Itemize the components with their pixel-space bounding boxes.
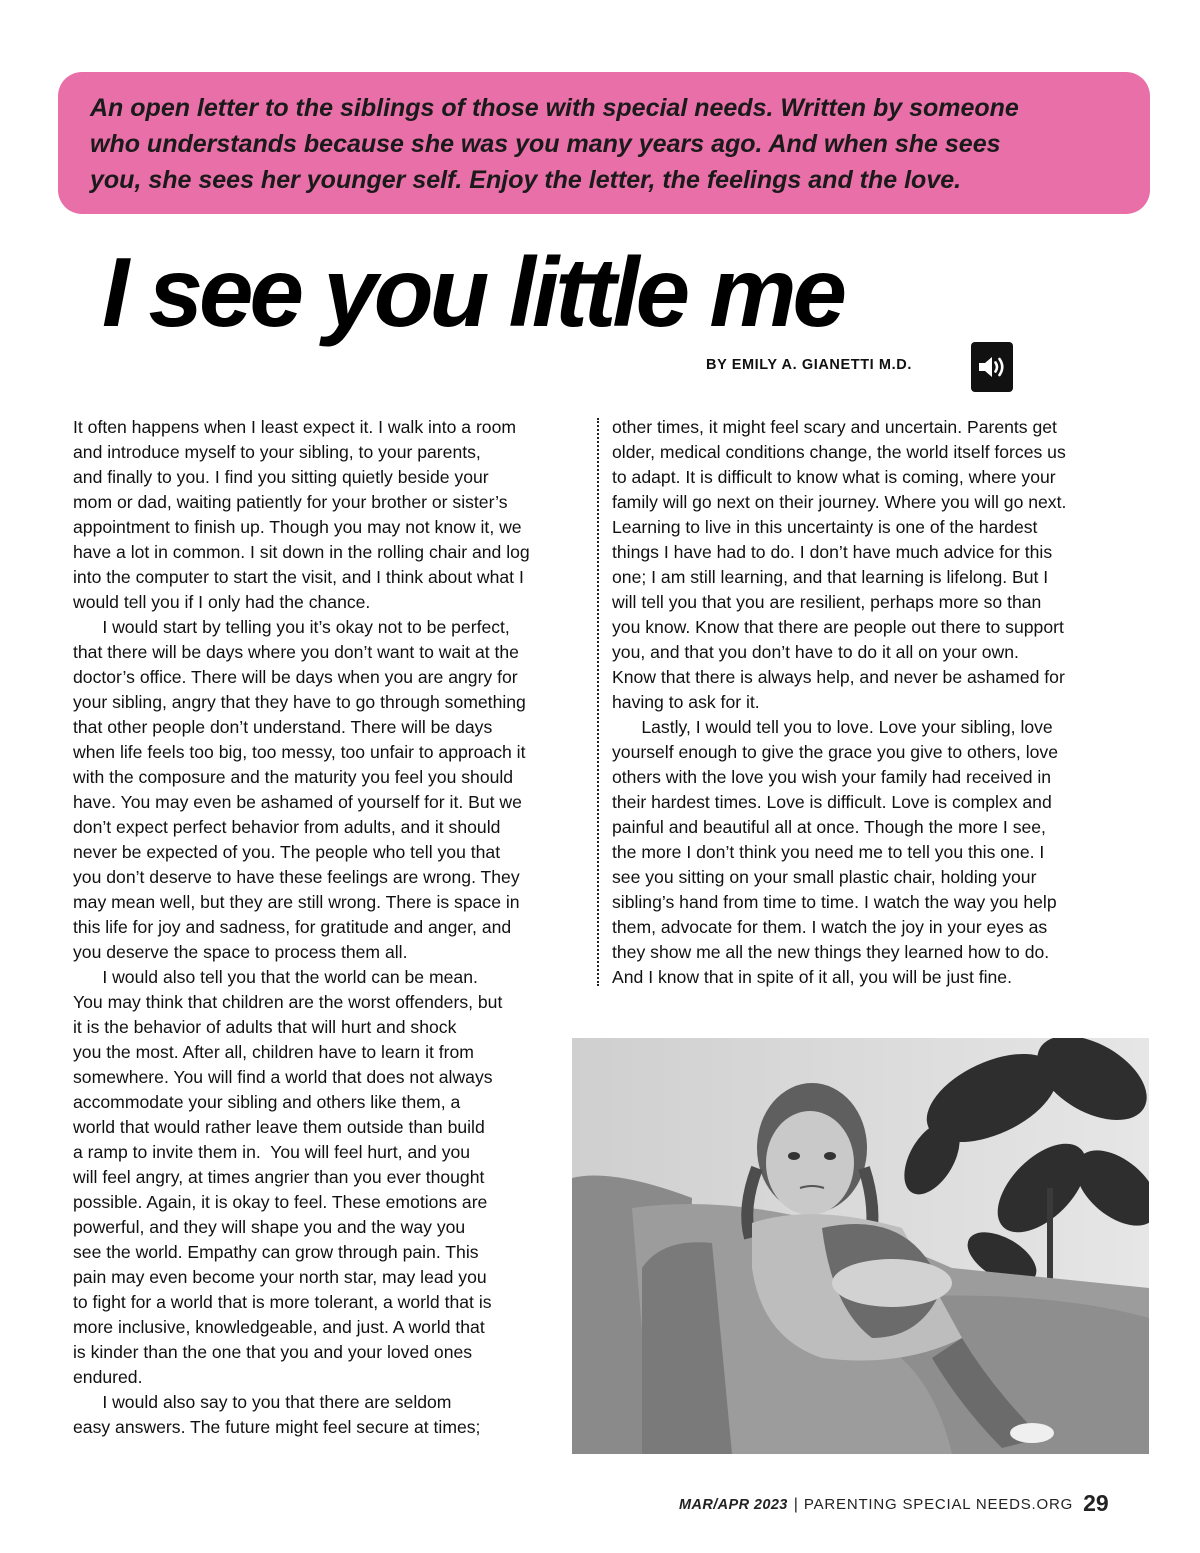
body-text-line: sibling’s hand from time to time. I watch the way you help [612, 892, 1057, 912]
body-text-line: mom or dad, waiting patiently for your brother or sister’s [73, 492, 508, 512]
body-text-line: and finally to you. I find you sitting quietly beside your [73, 467, 489, 487]
body-text-line: older, medical conditions change, the world itself forces us [612, 442, 1066, 462]
intro-callout [58, 72, 1150, 214]
body-text-line: Lastly, I would tell you to love. Love your sibling, love [612, 717, 1053, 737]
body-text-line: you don’t deserve to have these feelings are wrong. They [73, 867, 520, 887]
body-text-line: having to ask for it. [612, 692, 760, 712]
body-text-line: painful and beautiful all at once. Though the more I see, [612, 817, 1046, 837]
body-text-line: the more I don’t think you need me to tell you this one. I [612, 842, 1045, 862]
body-text-line: will feel angry, at times angrier than you ever thought [73, 1167, 485, 1187]
body-text-line: more inclusive, knowledgeable, and just. A world that [73, 1317, 485, 1337]
body-text-line: powerful, and they will shape you and the way you [73, 1217, 466, 1237]
intro-text [90, 90, 1120, 198]
body-text-line: other times, it might feel scary and uncertain. Parents get [612, 417, 1057, 437]
intro-line: you, she sees her younger self. Enjoy the letter, the feelings and the love. [90, 166, 962, 194]
body-text-line: possible. Again, it is okay to feel. These emotions are [73, 1192, 488, 1212]
body-text-line: yourself enough to give the grace you give to others, love [612, 742, 1058, 762]
photo-girl-on-armchair [572, 1038, 1149, 1454]
body-text-line: And I know that in spite of it all, you will be just fine. [612, 967, 1012, 987]
body-text-line: don’t expect perfect behavior from adults, and it should [73, 817, 501, 837]
body-text-line: I would also say to you that there are seldom [73, 1392, 452, 1412]
body-text-line: to adapt. It is difficult to know what is coming, where your [612, 467, 1056, 487]
body-text-line: somewhere. You will find a world that does not always [73, 1067, 493, 1087]
body-text-line: a ramp to invite them in. You will feel hurt, and you [73, 1142, 471, 1162]
body-text-line: may mean well, but they are still wrong. There is space in [73, 892, 520, 912]
body-text-line: doctor’s office. There will be days when you are angry for [73, 667, 518, 687]
intro-line: who understands because she was you many years ago. And when she sees [90, 130, 1001, 158]
footer-separator: | [793, 1496, 798, 1513]
body-text-line: with the composure and the maturity you feel you should [73, 767, 514, 787]
body-text-line: Learning to live in this uncertainty is one of the hardest [612, 517, 1038, 537]
body-text-line: easy answers. The future might feel secure at times; [73, 1417, 481, 1437]
body-text-line: have. You may even be ashamed of yourself for it. But we [73, 792, 522, 812]
body-text-line: will tell you that you are resilient, perhaps more so than [612, 592, 1042, 612]
page-footer [679, 1488, 1109, 1515]
intro-line: An open letter to the siblings of those with special needs. Written by someone [90, 94, 1019, 122]
body-text-line: family will go next on their journey. Where you will go next. [612, 492, 1067, 512]
body-text-line: into the computer to start the visit, and I think about what I [73, 567, 524, 587]
column-divider [597, 418, 599, 986]
body-text-line: one; I am still learning, and that learning is lifelong. But I [612, 567, 1049, 587]
body-text-line: to fight for a world that is more tolerant, a world that is [73, 1292, 492, 1312]
body-text-line: You may think that children are the worst offenders, but [73, 992, 503, 1012]
body-text-line: have a lot in common. I sit down in the rolling chair and log [73, 542, 530, 562]
body-text-line: would tell you if I only had the chance. [73, 592, 371, 612]
body-text-line: you, and that you don’t have to do it all on your own. [612, 642, 1019, 662]
body-text-line: and introduce myself to your sibling, to your parents, [73, 442, 481, 462]
body-text-line: appointment to finish up. Though you may not know it, we [73, 517, 522, 537]
body-text-line: you know. Know that there are people out there to support [612, 617, 1064, 637]
article-title: I see you little me [102, 237, 843, 347]
article-column-left [73, 415, 530, 1440]
body-text-line: it is the behavior of adults that will hurt and shock [73, 1017, 457, 1037]
body-text-line: accommodate your sibling and others like them, a [73, 1092, 461, 1112]
body-text-line: your sibling, angry that they have to go through something [73, 692, 526, 712]
body-text-line: world that would rather leave them outside than build [73, 1117, 485, 1137]
byline: BY EMILY A. GIANETTI M.D. [706, 357, 912, 373]
body-text-line: you the most. After all, children have to learn it from [73, 1042, 474, 1062]
body-text-line: I would also tell you that the world can be mean. [73, 967, 478, 987]
body-text-line: pain may even become your north star, may lead you [73, 1267, 487, 1287]
body-text-line: see the world. Empathy can grow through pain. This [73, 1242, 479, 1262]
body-text-line: things I have had to do. I don’t have much advice for this [612, 542, 1053, 562]
body-text-line: endured. [73, 1367, 143, 1387]
body-text-line: Know that there is always help, and never be ashamed for [612, 667, 1065, 687]
body-text-line: they show me all the new things they learned how to do. [612, 942, 1050, 962]
body-text-line: you deserve the space to process them all. [73, 942, 408, 962]
body-text-line: I would start by telling you it’s okay not to be perfect, [73, 617, 510, 637]
body-text-line: is kinder than the one that you and your loved ones [73, 1342, 473, 1362]
footer-site: PARENTING SPECIAL NEEDS.ORG [803, 1496, 1074, 1513]
body-text-line: that other people don’t understand. There will be days [73, 717, 493, 737]
body-text-line: never be expected of you. The people who tell you that [73, 842, 501, 862]
page-number: 29 [1083, 1490, 1109, 1516]
issue-date: MAR/APR 2023 [679, 1497, 788, 1513]
body-text-line: see you sitting on your small plastic chair, holding your [612, 867, 1037, 887]
body-text-line: their hardest times. Love is difficult. Love is complex and [612, 792, 1052, 812]
body-text-line: that there will be days where you don’t want to wait at the [73, 642, 519, 662]
body-text-line: others with the love you wish your family had received in [612, 767, 1052, 787]
article-column-right [612, 415, 1066, 990]
audio-play-button[interactable] [971, 342, 1013, 392]
body-text-line: It often happens when I least expect it. I walk into a room [73, 417, 517, 437]
body-text-line: when life feels too big, too messy, too unfair to approach it [73, 742, 526, 762]
body-text-line: this life for joy and sadness, for gratitude and anger, and [73, 917, 512, 937]
body-text-line: them, advocate for them. I watch the joy in your eyes as [612, 917, 1048, 937]
speaker-icon [976, 351, 1008, 383]
